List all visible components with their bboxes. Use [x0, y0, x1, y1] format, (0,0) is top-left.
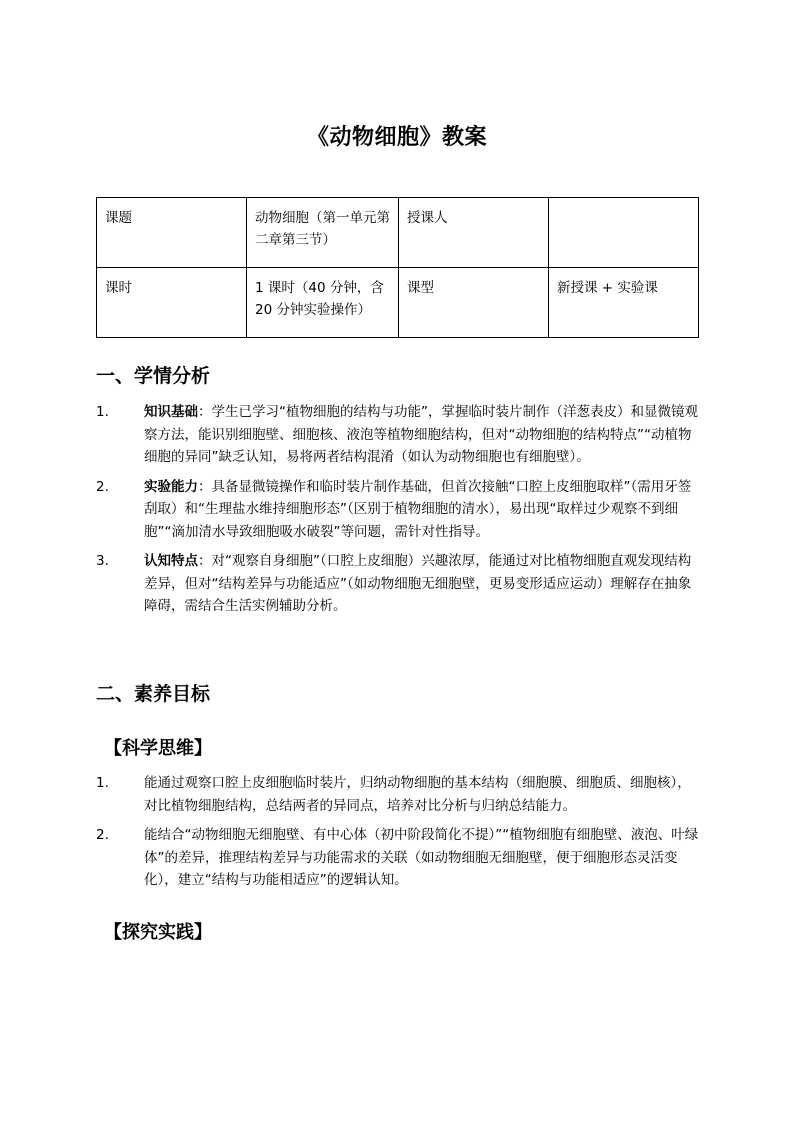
item-text: 能结合“动物细胞无细胞壁、有中心体（初中阶段简化不提）”“植物细胞有细胞壁、液泡、叶绿体”的差异，推理结构差异与功能需求的关联（如动物细胞无细胞壁，便于细胞形态灵活变化），建立“结构与功能相适应”的逻辑认知。 — [144, 827, 699, 888]
list-number: 2. — [96, 478, 109, 495]
table-row — [97, 198, 699, 268]
item-text: ：对“观察自身细胞”（口腔上皮细胞）兴趣浓厚，能通过对比植物细胞直观发现结构差异，但对“结构差异与功能适应”（如动物细胞无细胞壁，更易变形适应运动）理解存在抽象障碍，需结合生活实例辅助分析。 — [144, 553, 692, 614]
list-item — [96, 401, 700, 469]
list-item — [96, 550, 700, 618]
item-lead: 认知特点 — [144, 553, 198, 569]
table-row — [97, 268, 699, 338]
list-item — [96, 824, 700, 892]
analysis-list — [96, 401, 700, 625]
item-lead: 知识基础 — [144, 404, 198, 420]
thinking-goals-list — [96, 772, 700, 899]
list-number: 1. — [96, 404, 109, 420]
table-cell-value: 1 课时（40 分钟，含 20 分钟实验操作） — [247, 268, 399, 338]
page-title: 《动物细胞》教案 — [306, 125, 487, 150]
list-item — [96, 772, 700, 817]
table-cell-label: 授课人 — [399, 198, 549, 268]
table-cell-value: 新授课 + 实验课 — [549, 268, 699, 338]
table-cell-value — [549, 198, 699, 268]
table-cell-value: 动物细胞（第一单元第二章第三节） — [247, 198, 399, 268]
item-text: ：学生已学习“植物细胞的结构与功能”，掌握临时装片制作（洋葱表皮）和显微镜观察方法，能识别细胞壁、细胞核、液泡等植物细胞结构，但对“动物细胞的结构特点”“动植物细胞的异同”缺乏认知，易将两者结构混淆（如认为动物细胞也有细胞壁）。 — [144, 404, 698, 465]
list-item — [96, 476, 700, 544]
lesson-info-table — [96, 197, 699, 338]
item-text: ：具备显微镜操作和临时装片制作基础，但首次接触“口腔上皮细胞取样”（需用牙签刮取）和“生理盐水维持细胞形态”（区别于植物细胞的清水），易出现“取样过少观察不到细胞”“滴加清水导致细胞吸水破裂”等问题，需针对性指导。 — [144, 478, 692, 540]
section-heading-analysis: 一、学情分析 — [96, 365, 211, 387]
list-number: 1. — [96, 775, 109, 791]
item-lead: 实验能力 — [144, 478, 198, 495]
list-number: 2. — [96, 827, 109, 843]
table-cell-label: 课型 — [399, 268, 549, 338]
list-number: 3. — [96, 553, 109, 569]
table-cell-label: 课时 — [97, 268, 247, 338]
table-cell-label: 课题 — [97, 198, 247, 268]
subheading-scientific-thinking: 【科学思维】 — [104, 738, 212, 759]
subheading-inquiry-practice: 【探究实践】 — [104, 922, 212, 943]
item-text: 能通过观察口腔上皮细胞临时装片，归纳动物细胞的基本结构（细胞膜、细胞质、细胞核），对比植物细胞结构，总结两者的异同点，培养对比分析与归纳总结能力。 — [144, 775, 691, 814]
section-heading-goals: 二、素养目标 — [96, 683, 211, 705]
